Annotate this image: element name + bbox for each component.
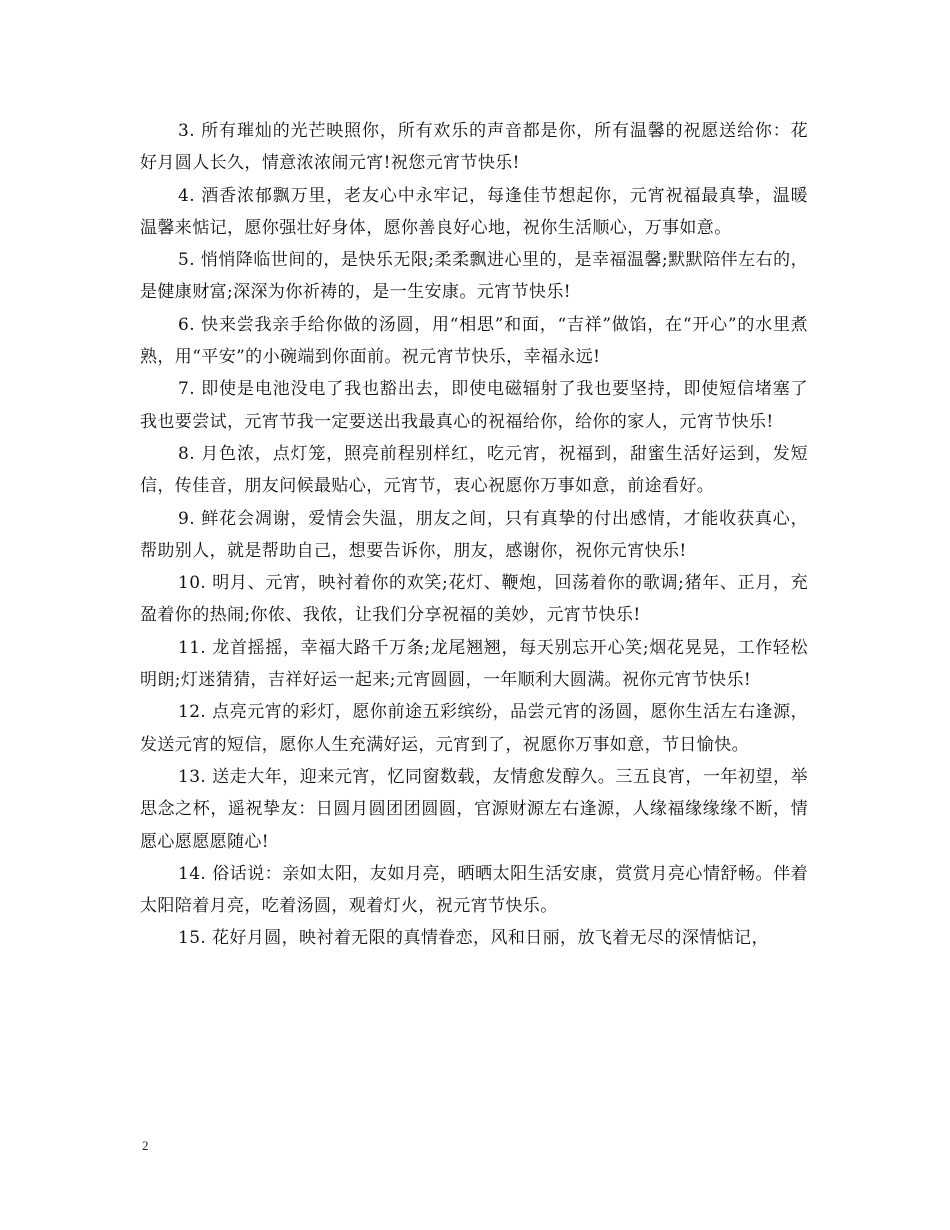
- paragraph-10: 10. 明月、元宵，映衬着你的欢笑;花灯、鞭炮，回荡着你的歌调;猪年、正月，充盈着你的热闹;你侬、我侬，让我们分享祝福的美妙，元宵节快乐!: [140, 573, 808, 626]
- page-number: 2: [142, 1138, 149, 1153]
- paragraph-6: 6. 快来尝我亲手给你做的汤圆，用“相思”和面，“吉祥”做馅，在“开心”的水里煮熟，用“平安”的小碗端到你面前。祝元宵节快乐，幸福永远!: [140, 314, 808, 368]
- paragraph-11: 11. 龙首摇摇，幸福大路千万条;龙尾翘翘，每天别忘开心笑;烟花晃晃，工作轻松明朗;灯迷猜猜，吉祥好运一起来;元宵圆圆，一年顺利大圆满。祝你元宵节快乐!: [140, 637, 808, 691]
- paragraph-4: 4. 酒香浓郁飘万里，老友心中永牢记，每逢佳节想起你，元宵祝福最真挚，温暖温馨来惦记，愿你强壮好身体，愿你善良好心地，祝你生活顺心，万事如意。: [140, 185, 808, 238]
- paragraph-3: 3. 所有璀灿的光芒映照你，所有欢乐的声音都是你，所有温馨的祝愿送给你：花好月圆人长久，情意浓浓闹元宵!祝您元宵节快乐!: [140, 121, 808, 174]
- paragraph-15: 15. 花好月圆，映衬着无限的真情眷恋，风和日丽，放飞着无尽的深情惦记，: [178, 928, 769, 949]
- paragraph-7: 7. 即使是电池没电了我也豁出去，即使电磁辐射了我也要坚持，即使短信堵塞了我也要尝试，元宵节我一定要送出我最真心的祝福给你，给你的家人，元宵节快乐!: [140, 379, 808, 432]
- paragraph-5: 5. 悄悄降临世间的，是快乐无限;柔柔飘进心里的，是幸福温馨;默默陪伴左右的，是健康财富;深深为你祈祷的，是一生安康。元宵节快乐!: [140, 250, 808, 303]
- paragraph-14: 14. 俗话说：亲如太阳，友如月亮，晒晒太阳生活安康，赏赏月亮心情舒畅。伴着太阳陪着月亮，吃着汤圆，观着灯火，祝元宵节快乐。: [140, 863, 808, 917]
- document-body: [140, 115, 808, 955]
- paragraph-9: 9. 鲜花会凋谢，爱情会失温，朋友之间，只有真挚的付出感情，才能收获真心，帮助别人，就是帮助自己，想要告诉你，朋友，感谢你，祝你元宵快乐!: [140, 508, 808, 561]
- paragraph-12: 12. 点亮元宵的彩灯，愿你前途五彩缤纷，品尝元宵的汤圆，愿你生活左右逢源，发送元宵的短信，愿你人生充满好运，元宵到了，祝愿你万事如意，节日愉快。: [140, 702, 808, 755]
- paragraph-13: 13. 送走大年，迎来元宵，忆同窗数载，友情愈发醇久。三五良宵，一年初望，举思念之杯，遥祝挚友：日圆月圆团团圆圆，官源财源左右逢源，人缘福缘缘缘不断，情愿心愿愿愿随心!: [140, 766, 808, 852]
- paragraph-8: 8. 月色浓，点灯笼，照亮前程别样红，吃元宵，祝福到，甜蜜生活好运到，发短信，传佳音，朋友问候最贴心，元宵节，衷心祝愿你万事如意，前途看好。: [140, 443, 808, 497]
